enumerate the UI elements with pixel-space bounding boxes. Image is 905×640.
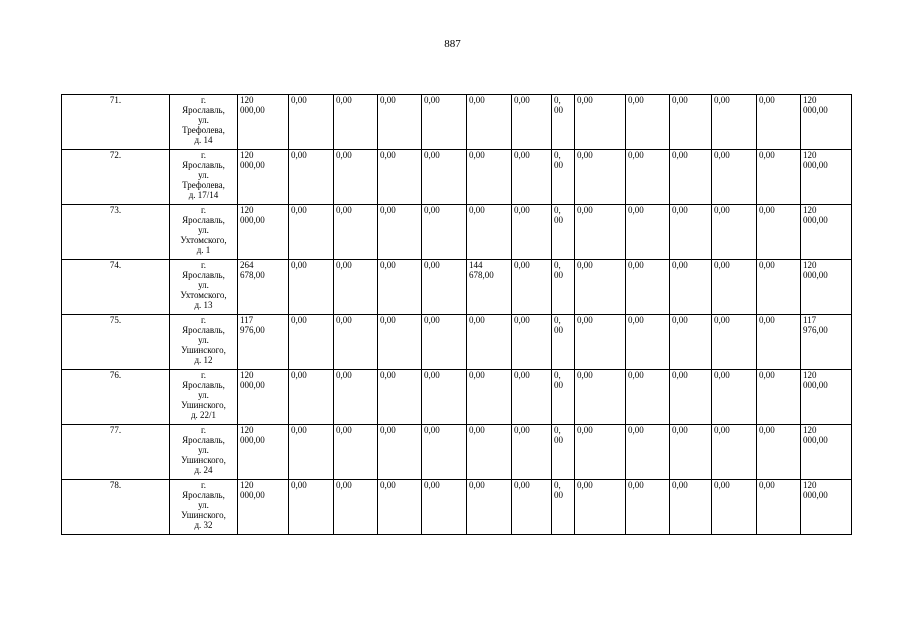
cell-addr bbox=[170, 95, 238, 150]
cell-line: 0, bbox=[554, 425, 561, 435]
cell-v6: 0,00 bbox=[512, 95, 552, 150]
cell-v12: 0,00 bbox=[757, 260, 801, 315]
cell-no: 75. bbox=[62, 315, 170, 370]
cell-v4: 0,00 bbox=[422, 315, 467, 370]
cell-line: 120 bbox=[240, 370, 254, 380]
cell-line: д. 24 bbox=[194, 465, 213, 475]
cell-addr bbox=[170, 480, 238, 535]
cell-v5 bbox=[467, 370, 512, 425]
cell-v9: 0,00 bbox=[626, 260, 670, 315]
cell-v4: 0,00 bbox=[422, 205, 467, 260]
cell-line: 000,00 bbox=[240, 435, 265, 445]
cell-v3: 0,00 bbox=[378, 370, 422, 425]
cell-line: д. 14 bbox=[194, 135, 213, 145]
cell-line: 120 bbox=[240, 95, 254, 105]
cell-final bbox=[801, 150, 852, 205]
cell-line: ул. bbox=[198, 280, 209, 290]
cell-line: 120 bbox=[803, 425, 817, 435]
cell-v6: 0,00 bbox=[512, 315, 552, 370]
cell-line: 0,00 bbox=[469, 480, 485, 490]
cell-v11: 0,00 bbox=[712, 425, 757, 480]
cell-v7 bbox=[552, 95, 575, 150]
cell-v9: 0,00 bbox=[626, 425, 670, 480]
cell-v2: 0,00 bbox=[334, 315, 378, 370]
cell-v1: 0,00 bbox=[289, 425, 334, 480]
cell-v5 bbox=[467, 260, 512, 315]
cell-line: 00 bbox=[554, 490, 563, 500]
cell-line: Ярославль, bbox=[182, 490, 225, 500]
table-row bbox=[62, 425, 852, 480]
cell-line: Ярославль, bbox=[182, 325, 225, 335]
cell-line: Ярославль, bbox=[182, 435, 225, 445]
cell-line: 00 bbox=[554, 380, 563, 390]
cell-line: ул. bbox=[198, 170, 209, 180]
cell-v2: 0,00 bbox=[334, 150, 378, 205]
cell-v3: 0,00 bbox=[378, 95, 422, 150]
cell-line: Ярославль, bbox=[182, 215, 225, 225]
cell-v3: 0,00 bbox=[378, 425, 422, 480]
cell-final bbox=[801, 260, 852, 315]
cell-v5 bbox=[467, 205, 512, 260]
table-row bbox=[62, 370, 852, 425]
cell-line: г. bbox=[201, 150, 206, 160]
cell-v9: 0,00 bbox=[626, 480, 670, 535]
cell-line: 0, bbox=[554, 315, 561, 325]
cell-v4: 0,00 bbox=[422, 150, 467, 205]
cell-final bbox=[801, 425, 852, 480]
cell-line: 120 bbox=[240, 480, 254, 490]
cell-v12: 0,00 bbox=[757, 480, 801, 535]
cell-v12: 0,00 bbox=[757, 425, 801, 480]
table-body bbox=[62, 95, 852, 535]
cell-v7 bbox=[552, 480, 575, 535]
cell-v2: 0,00 bbox=[334, 480, 378, 535]
cell-v6: 0,00 bbox=[512, 425, 552, 480]
cell-line: 120 bbox=[803, 260, 817, 270]
cell-v11: 0,00 bbox=[712, 480, 757, 535]
cell-line: 0,00 bbox=[469, 95, 485, 105]
cell-total bbox=[238, 150, 289, 205]
cell-v7 bbox=[552, 425, 575, 480]
cell-line: 000,00 bbox=[803, 270, 828, 280]
cell-v8: 0,00 bbox=[575, 370, 626, 425]
page-number: 887 bbox=[444, 38, 461, 50]
cell-total bbox=[238, 205, 289, 260]
cell-v1: 0,00 bbox=[289, 150, 334, 205]
cell-v4: 0,00 bbox=[422, 95, 467, 150]
cell-v2: 0,00 bbox=[334, 95, 378, 150]
cell-line: 117 bbox=[803, 315, 817, 325]
cell-line: г. bbox=[201, 480, 206, 490]
cell-line: 117 bbox=[240, 315, 254, 325]
cell-v9: 0,00 bbox=[626, 95, 670, 150]
cell-line: 00 bbox=[554, 325, 563, 335]
cell-line: г. bbox=[201, 205, 206, 215]
cell-v11: 0,00 bbox=[712, 150, 757, 205]
cell-line: Ярославль, bbox=[182, 160, 225, 170]
cell-line: 00 bbox=[554, 160, 563, 170]
cell-line: д. 1 bbox=[196, 245, 211, 255]
cell-line: 120 bbox=[803, 205, 817, 215]
cell-v4: 0,00 bbox=[422, 480, 467, 535]
cell-line: д. 13 bbox=[194, 300, 213, 310]
cell-line: ул. bbox=[198, 500, 209, 510]
cell-v8: 0,00 bbox=[575, 205, 626, 260]
cell-line: 00 bbox=[554, 215, 563, 225]
cell-line: 000,00 bbox=[803, 435, 828, 445]
cell-line: 000,00 bbox=[240, 215, 265, 225]
cell-line: Ушинского, bbox=[181, 510, 226, 520]
cell-v7 bbox=[552, 260, 575, 315]
cell-line: 0,00 bbox=[469, 425, 485, 435]
cell-v3: 0,00 bbox=[378, 480, 422, 535]
cell-line: д. 32 bbox=[194, 520, 213, 530]
cell-addr bbox=[170, 150, 238, 205]
cell-v2: 0,00 bbox=[334, 370, 378, 425]
cell-line: 120 bbox=[240, 150, 254, 160]
cell-line: 00 bbox=[554, 435, 563, 445]
cell-v7 bbox=[552, 370, 575, 425]
cell-v6: 0,00 bbox=[512, 150, 552, 205]
cell-v6: 0,00 bbox=[512, 205, 552, 260]
cell-line: Ушинского, bbox=[181, 400, 226, 410]
cell-line: 000,00 bbox=[803, 105, 828, 115]
cell-line: 0,00 bbox=[469, 370, 485, 380]
cell-final bbox=[801, 95, 852, 150]
cell-line: Ухтомского, bbox=[180, 290, 227, 300]
cell-addr bbox=[170, 315, 238, 370]
cell-v12: 0,00 bbox=[757, 205, 801, 260]
table-row bbox=[62, 150, 852, 205]
cell-line: Трефолева, bbox=[182, 180, 225, 190]
cell-line: 000,00 bbox=[240, 490, 265, 500]
cell-line: 0,00 bbox=[469, 315, 485, 325]
cell-v8: 0,00 bbox=[575, 95, 626, 150]
cell-line: 0, bbox=[554, 150, 561, 160]
cell-v4: 0,00 bbox=[422, 425, 467, 480]
cell-final bbox=[801, 205, 852, 260]
cell-line: г. bbox=[201, 425, 206, 435]
cell-v8: 0,00 bbox=[575, 150, 626, 205]
cell-v7 bbox=[552, 315, 575, 370]
cell-no: 77. bbox=[62, 425, 170, 480]
cell-line: 120 bbox=[240, 205, 254, 215]
cell-line: 0, bbox=[554, 370, 561, 380]
cell-v1: 0,00 bbox=[289, 480, 334, 535]
cell-line: 00 bbox=[554, 105, 563, 115]
cell-v12: 0,00 bbox=[757, 150, 801, 205]
table-row bbox=[62, 315, 852, 370]
cell-line: Ярославль, bbox=[182, 380, 225, 390]
cell-line: 000,00 bbox=[240, 105, 265, 115]
cell-v7 bbox=[552, 205, 575, 260]
cell-v10: 0,00 bbox=[670, 370, 712, 425]
cell-line: 000,00 bbox=[240, 380, 265, 390]
cell-final bbox=[801, 315, 852, 370]
cell-total bbox=[238, 95, 289, 150]
cell-line: 0,00 bbox=[469, 150, 485, 160]
cell-v3: 0,00 bbox=[378, 260, 422, 315]
cell-line: 000,00 bbox=[803, 380, 828, 390]
cell-addr bbox=[170, 205, 238, 260]
cell-v5 bbox=[467, 315, 512, 370]
cell-total bbox=[238, 260, 289, 315]
cell-v9: 0,00 bbox=[626, 150, 670, 205]
cell-v8: 0,00 bbox=[575, 260, 626, 315]
cell-line: 0, bbox=[554, 95, 561, 105]
cell-no: 78. bbox=[62, 480, 170, 535]
cell-line: Ярославль, bbox=[182, 270, 225, 280]
cell-v1: 0,00 bbox=[289, 260, 334, 315]
cell-line: Ухтомского, bbox=[180, 235, 227, 245]
cell-v2: 0,00 bbox=[334, 260, 378, 315]
table-row bbox=[62, 95, 852, 150]
cell-line: Ярославль, bbox=[182, 105, 225, 115]
cell-line: 264 bbox=[240, 260, 254, 270]
cell-line: ул. bbox=[198, 445, 209, 455]
cell-addr bbox=[170, 370, 238, 425]
cell-v11: 0,00 bbox=[712, 260, 757, 315]
cell-v6: 0,00 bbox=[512, 260, 552, 315]
cell-line: 120 bbox=[803, 480, 817, 490]
cell-no: 71. bbox=[62, 95, 170, 150]
cell-final bbox=[801, 480, 852, 535]
cell-v10: 0,00 bbox=[670, 205, 712, 260]
cell-v10: 0,00 bbox=[670, 260, 712, 315]
cell-line: 120 bbox=[803, 150, 817, 160]
cell-no: 73. bbox=[62, 205, 170, 260]
cell-line: 144 bbox=[469, 260, 483, 270]
cell-v4: 0,00 bbox=[422, 260, 467, 315]
cell-v11: 0,00 bbox=[712, 315, 757, 370]
cell-v12: 0,00 bbox=[757, 315, 801, 370]
cell-v8: 0,00 bbox=[575, 480, 626, 535]
cell-v11: 0,00 bbox=[712, 205, 757, 260]
cell-v2: 0,00 bbox=[334, 425, 378, 480]
cell-v6: 0,00 bbox=[512, 480, 552, 535]
table-row bbox=[62, 480, 852, 535]
cell-line: 000,00 bbox=[803, 490, 828, 500]
cell-v10: 0,00 bbox=[670, 425, 712, 480]
cell-v9: 0,00 bbox=[626, 205, 670, 260]
cell-v3: 0,00 bbox=[378, 150, 422, 205]
cell-line: 0, bbox=[554, 480, 561, 490]
cell-line: 120 bbox=[803, 95, 817, 105]
cell-line: 000,00 bbox=[803, 160, 828, 170]
cell-total bbox=[238, 480, 289, 535]
cell-no: 76. bbox=[62, 370, 170, 425]
cell-no: 72. bbox=[62, 150, 170, 205]
cell-v2: 0,00 bbox=[334, 205, 378, 260]
cell-line: 000,00 bbox=[240, 160, 265, 170]
cell-v4: 0,00 bbox=[422, 370, 467, 425]
cell-v6: 0,00 bbox=[512, 370, 552, 425]
cell-v9: 0,00 bbox=[626, 370, 670, 425]
cell-line: ул. bbox=[198, 335, 209, 345]
cell-v1: 0,00 bbox=[289, 315, 334, 370]
cell-line: 120 bbox=[240, 425, 254, 435]
cell-no: 74. bbox=[62, 260, 170, 315]
cell-line: ул. bbox=[198, 115, 209, 125]
cell-line: ул. bbox=[198, 390, 209, 400]
cell-line: 976,00 bbox=[803, 325, 828, 335]
cell-v5 bbox=[467, 95, 512, 150]
cell-line: г. bbox=[201, 260, 206, 270]
cell-line: Ушинского, bbox=[181, 345, 226, 355]
cell-v3: 0,00 bbox=[378, 315, 422, 370]
cell-line: 00 bbox=[554, 270, 563, 280]
cell-v8: 0,00 bbox=[575, 315, 626, 370]
cell-v10: 0,00 bbox=[670, 150, 712, 205]
cell-line: г. bbox=[201, 95, 206, 105]
cell-line: д. 12 bbox=[194, 355, 213, 365]
cell-v10: 0,00 bbox=[670, 315, 712, 370]
cell-line: г. bbox=[201, 370, 206, 380]
cell-line: 0, bbox=[554, 260, 561, 270]
cell-line: г. bbox=[201, 315, 206, 325]
cell-line: 0, bbox=[554, 205, 561, 215]
cell-v10: 0,00 bbox=[670, 95, 712, 150]
cell-v1: 0,00 bbox=[289, 370, 334, 425]
cell-v11: 0,00 bbox=[712, 95, 757, 150]
cell-line: 678,00 bbox=[240, 270, 265, 280]
cell-v12: 0,00 bbox=[757, 370, 801, 425]
cell-addr bbox=[170, 260, 238, 315]
cell-line: Трефолева, bbox=[182, 125, 225, 135]
cell-v1: 0,00 bbox=[289, 205, 334, 260]
cell-line: 000,00 bbox=[803, 215, 828, 225]
cell-v5 bbox=[467, 480, 512, 535]
cell-line: 976,00 bbox=[240, 325, 265, 335]
cell-line: 678,00 bbox=[469, 270, 494, 280]
cell-line: Ушинского, bbox=[181, 455, 226, 465]
cell-line: д. 17/14 bbox=[188, 190, 219, 200]
cell-line: 120 bbox=[803, 370, 817, 380]
table-row bbox=[62, 205, 852, 260]
cell-v3: 0,00 bbox=[378, 205, 422, 260]
cell-final bbox=[801, 370, 852, 425]
cell-total bbox=[238, 370, 289, 425]
cell-v10: 0,00 bbox=[670, 480, 712, 535]
cell-addr bbox=[170, 425, 238, 480]
cell-v7 bbox=[552, 150, 575, 205]
cell-total bbox=[238, 315, 289, 370]
cell-line: ул. bbox=[198, 225, 209, 235]
budget-table bbox=[61, 94, 852, 535]
cell-v9: 0,00 bbox=[626, 315, 670, 370]
table-row bbox=[62, 260, 852, 315]
cell-v5 bbox=[467, 425, 512, 480]
cell-line: д. 22/1 bbox=[190, 410, 217, 420]
cell-v11: 0,00 bbox=[712, 370, 757, 425]
cell-v12: 0,00 bbox=[757, 95, 801, 150]
cell-v5 bbox=[467, 150, 512, 205]
cell-total bbox=[238, 425, 289, 480]
cell-v8: 0,00 bbox=[575, 425, 626, 480]
cell-v1: 0,00 bbox=[289, 95, 334, 150]
cell-line: 0,00 bbox=[469, 205, 485, 215]
